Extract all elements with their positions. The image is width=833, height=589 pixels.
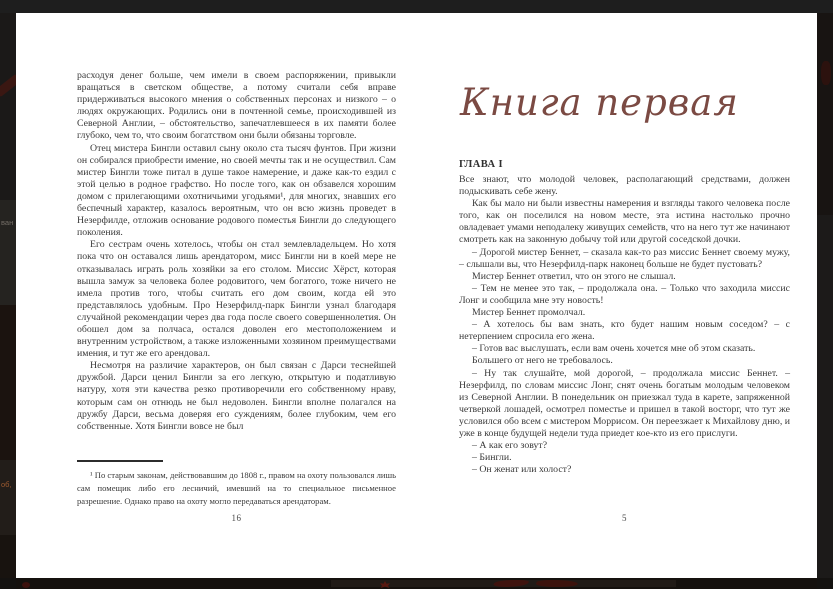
body-paragraph: – Дорогой мистер Беннет, – сказала как-то раз миссис Беннет своему мужу, – слышали вы, что Незерфилд-парк наконец больше не будет пустовать? xyxy=(459,246,790,270)
backdrop-image-segment xyxy=(0,305,16,460)
backdrop-text-fragment: ван xyxy=(1,218,14,227)
right-page-body xyxy=(459,174,790,476)
body-paragraph: – Он женат или холост? xyxy=(472,464,572,476)
body-paragraph: Несмотря на различие характеров, он был связан с Дарси теснейшей дружбой. Дарси ценил Бингли за его легкую, открытую и податливую натуру, хотя эти качества резко противоречили его собственному нраву, которым сам он отнюдь не был недоволен. Бингли вполне полагался на дружбу Дарси, весьма доверяя его суждениям, более глубоким, чем его собственные. Хотя Бингли вовсе не был xyxy=(77,360,396,432)
red-swirl-decor xyxy=(534,580,579,587)
red-spot-decor xyxy=(821,61,831,85)
chapter-heading: ГЛАВА I xyxy=(459,159,503,170)
page-number-right: 5 xyxy=(622,513,627,523)
backdrop-panel-segment xyxy=(0,200,16,305)
body-paragraph: – Бингли. xyxy=(472,452,512,464)
backdrop-image-segment xyxy=(817,13,833,215)
backdrop-text-fragment: об, xyxy=(1,480,12,489)
backdrop-image-segment xyxy=(0,13,16,200)
body-paragraph: Мистер Беннет промолчал. xyxy=(472,307,586,319)
body-paragraph: Большего от него не требовалось. xyxy=(472,355,613,367)
footnote-text: ¹ По старым законам, действовавшим до 1808 г., правом на охоту пользовался лишь сам помещик либо его лесничий, имевший на то специальное письменное разрешение. Однако право на охоту могло передаваться арендаторам. xyxy=(77,470,396,506)
body-paragraph: – А хотелось бы вам знать, кто будет нашим новым соседом? – с нетерпением спросила его жена. xyxy=(459,319,790,343)
footnote-rule xyxy=(77,460,163,462)
body-paragraph: – Готов вас выслушать, если вам очень хочется мне об этом сказать. xyxy=(472,343,756,355)
body-paragraph: – Ну так слушайте, мой дорогой, – продолжала миссис Беннет. – Незерфилд, по словам миссис Лонг, снят очень богатым молодым человеком из Северной Англии. В понедельник он приезжал туда в карете, запряженной четверкой лошадей, осмотрел поместье и пришел в такой восторг, что тут же условился обо всем с мистером Моррисом. Он переезжает к Михайлову дню, и уже в конце будущей недели туда приедет кое-кто из его прислуги. xyxy=(459,367,790,439)
body-paragraph: Все знают, что молодой человек, располагающий средствами, должен подыскивать себе жену. xyxy=(459,174,790,198)
body-paragraph: Отец мистера Бингли оставил сыну около ста тысяч фунтов. При жизни он собирался приобрести имение, но своей мечты так и не осуществил. Сам мистер Бингли тоже питал в душе такое намерение, и даже как-то ездил с этой целью в родное графство. Но после того, как он обзавелся хорошим домом с прилегающими охотничьими угодьями¹, для многих, знавших его беспечный характер, казалось вероятным, что он всю жизнь проведет в Незерфилде, отложив основание родового поместья Бингли до следующего поколения. xyxy=(77,142,396,239)
book-title: Книга первая xyxy=(460,81,739,124)
red-slash-decor xyxy=(0,74,16,97)
body-paragraph: расходуя денег больше, чем имели в своем распоряжении, привыкли вращаться в светском обществе, а потому считали себя вправе придерживаться высокого мнения о собственных персонах и низкого – о людях окружающих. Родились они в почтенной семье, происходившей из Северной Англии, – обстоятельство, запечатлевшееся в их памяти более глубоко, чем то, что своим богатством они были обязаны торговле. xyxy=(77,70,396,142)
backdrop-panel-segment xyxy=(0,535,16,578)
backdrop-panel-segment xyxy=(0,460,16,535)
body-paragraph: – А как его зовут? xyxy=(472,440,548,452)
body-paragraph: – Тем не менее это так, – продолжала она. – Только что заходила миссис Лонг и сообщила мне эту новость! xyxy=(459,282,790,306)
dimmed-backdrop-right[interactable] xyxy=(817,13,833,578)
body-paragraph: Его сестрам очень хотелось, чтобы он стал землевладельцем. Но хотя пока что он оставался лишь арендатором, мисс Бингли ни в коей мере не отказывалась играть роль хозяйки за его столом. Миссис Хёрст, которая вышла замуж за человека более родовитого, чем богатого, тоже ничего не имела против того, чтобы считать его дом своим, когда ей это представлялось удобным. Про Незерфилд-парк Бингли узнал благодаря случайной рекомендации через два года после своего совершеннолетия. Он обошел дом за полчаса, остался доволен его местоположением и внутренним устройством, а также изложенными хозяином преимуществами имения, и тут же его арендовал. xyxy=(77,239,396,360)
book-spread xyxy=(16,13,817,578)
backdrop-panel-segment xyxy=(817,215,833,578)
page-left[interactable] xyxy=(16,13,416,578)
dimmed-backdrop-left[interactable] xyxy=(0,13,16,578)
page-right[interactable] xyxy=(416,13,817,578)
page-number-left: 16 xyxy=(231,513,242,523)
body-paragraph: Мистер Беннет ответил, что он этого не слышал. xyxy=(472,270,676,282)
left-page-body xyxy=(77,70,396,433)
dimmed-backdrop-bottom[interactable] xyxy=(16,578,817,589)
body-paragraph: Как бы мало ни были известны намерения и взгляды такого человека после того, как он поселился на новом месте, эта истина настолько прочно овладевает умами неподалеку живущих семейств, что на него тут же начинают смотреть как на законную добычу той или другой соседской дочки. xyxy=(459,198,790,246)
top-bar xyxy=(0,0,833,13)
red-dot-decor xyxy=(22,582,30,588)
